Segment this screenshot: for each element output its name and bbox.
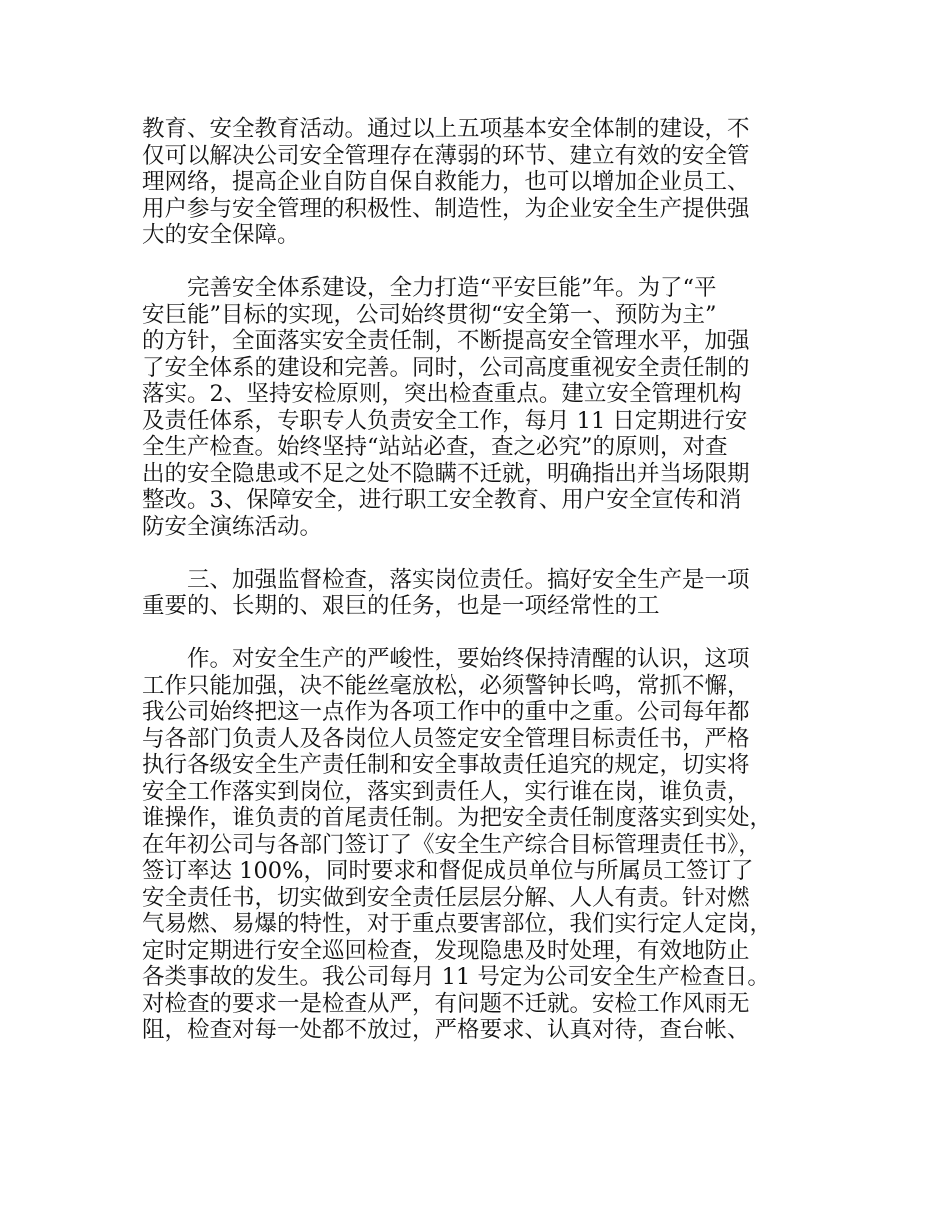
text-line: 执行各级安全生产责任制和安全事故责任追究的规定，切实将	[142, 752, 750, 778]
text-line: 仅可以解决公司安全管理存在薄弱的环节、建立有效的安全管	[142, 142, 750, 169]
paragraph-4	[142, 646, 822, 1044]
text-line: 整改。3、保障安全，进行职工安全教育、用户安全宣传和消	[142, 487, 742, 513]
text-line: 签订率达 100%，同时要求和督促成员单位与所属员工签订了	[142, 858, 754, 884]
text-line: 定时定期进行安全巡回检查，发现隐患及时处理，有效地防止	[142, 937, 750, 964]
text-line: 安巨能”目标的实现，公司始终贯彻“安全第一、预防为主”	[142, 301, 717, 328]
text-line: 安全责任书，切实做到安全责任层层分解、人人有责。针对燃	[142, 884, 750, 911]
text-line: 与各部门负责人及各岗位人员签定安全管理目标责任书，严格	[142, 725, 750, 752]
text-line: 理网络，提高企业自防自保自救能力，也可以增加企业员工、	[142, 169, 750, 195]
text-line: 教育、安全教育活动。通过以上五项基本安全体制的建设，不	[142, 116, 750, 142]
text-line: 落实。2、坚持安检原则，突出检查重点。建立安全管理机构	[142, 381, 742, 407]
text-line: 气易燃、易爆的特性，对于重点要害部位，我们实行定人定岗，	[142, 911, 773, 937]
text-line: 了安全体系的建设和完善。同时，公司高度重视安全责任制的	[142, 354, 750, 381]
text-line: 作。对安全生产的严峻性，要始终保持清醒的认识，这项	[142, 646, 750, 672]
paragraph-3	[142, 567, 822, 620]
paragraph-2	[142, 275, 822, 540]
text-line: 用户参与安全管理的积极性、制造性，为企业安全生产提供强	[142, 195, 750, 222]
text-line: 对检查的要求一是检查从严，有问题不迁就。安检工作风雨无	[142, 990, 750, 1017]
text-line: 出的安全隐患或不足之处不隐瞒不迁就，明确指出并当场限期	[142, 460, 750, 487]
text-line: 的方针，全面落实安全责任制，不断提高安全管理水平，加强	[142, 328, 750, 354]
text-line: 安全工作落实到岗位，落实到责任人，实行谁在岗，谁负责，	[142, 778, 750, 805]
text-line: 三、加强监督检查，落实岗位责任。搞好安全生产是一项	[142, 566, 750, 593]
text-line: 各类事故的发生。我公司每月 11 号定为公司安全生产检查日。	[142, 964, 770, 990]
text-line: 重要的、长期的、艰巨的任务，也是一项经常性的工	[142, 593, 660, 619]
text-line: 谁操作，谁负责的首尾责任制。为把安全责任制度落实到实处，	[142, 805, 773, 831]
paragraph-1	[142, 116, 822, 249]
text-line: 工作只能加强，决不能丝毫放松，必须警钟长鸣，常抓不懈，	[142, 672, 750, 699]
text-line: 及责任体系，专职专人负责安全工作，每月 11 日定期进行安	[142, 407, 748, 434]
text-line: 完善安全体系建设，全力打造“平安巨能”年。为了“平	[142, 275, 717, 301]
text-line: 我公司始终把这一点作为各项工作中的重中之重。公司每年都	[142, 699, 750, 725]
text-line: 大的安全保障。	[142, 222, 300, 248]
body-text	[142, 116, 822, 1044]
text-line: 防安全演练活动。	[142, 513, 323, 540]
text-line: 全生产检查。始终坚持“站站必查，查之必究”的原则，对查	[142, 434, 728, 460]
text-line: 在年初公司与各部门签订了《安全生产综合目标管理责任书》，	[142, 831, 761, 858]
text-line: 阻，检查对每一处都不放过，严格要求、认真对待，查台帐、	[142, 1017, 750, 1043]
